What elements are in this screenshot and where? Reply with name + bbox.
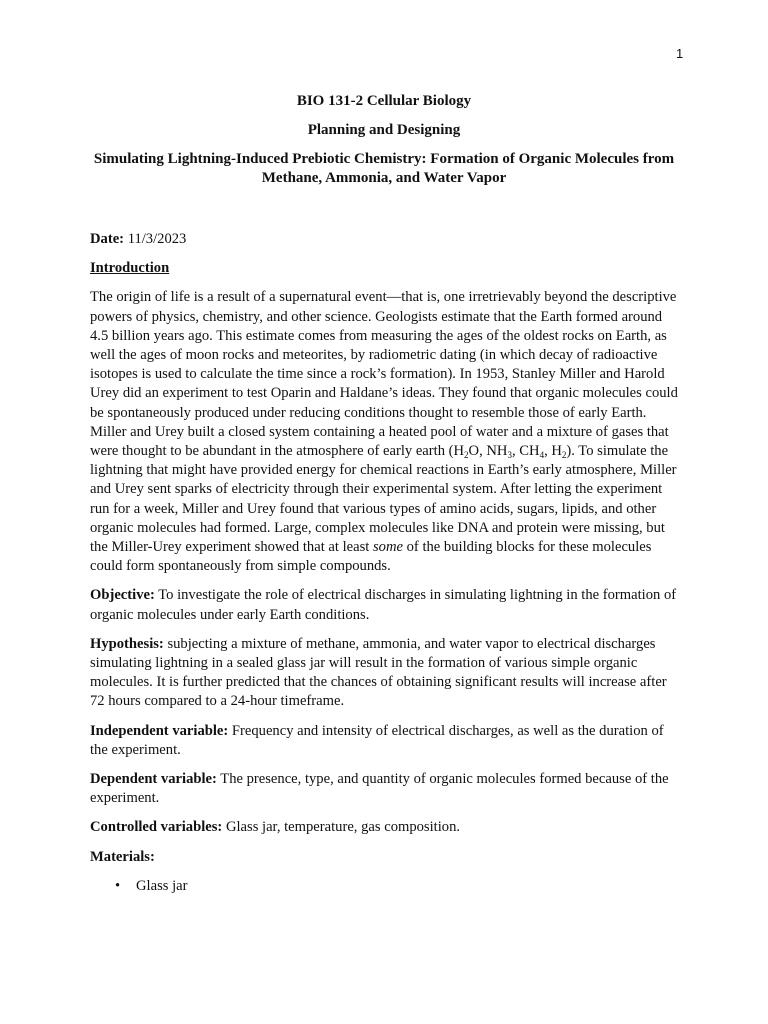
materials-list-item: • Glass jar (136, 877, 680, 896)
independent-variable-label: Independent variable: (90, 722, 229, 739)
date-label: Date: (90, 231, 125, 247)
independent-variable-paragraph (90, 722, 680, 760)
hypothesis-paragraph (90, 635, 680, 712)
controlled-variables-text: Glass jar, temperature, gas composition. (222, 819, 461, 836)
introduction-paragraph (90, 288, 680, 576)
dependent-variable-label: Dependent variable: (90, 771, 217, 788)
document-body (90, 230, 680, 896)
intro-emphasis: some (372, 539, 403, 556)
document-header (90, 92, 678, 188)
intro-separator-3: , (544, 443, 552, 460)
date-line (90, 230, 680, 249)
section-title: Planning and Designing (307, 122, 461, 138)
intro-separator-2: , (511, 443, 520, 460)
page-number: 1 (676, 46, 684, 61)
course-title: BIO 131-2 Cellular Biology (296, 93, 472, 109)
materials-heading: Materials: (90, 848, 155, 865)
intro-text-4: CH (519, 443, 540, 460)
date-value: 11/3/2023 (124, 231, 187, 247)
intro-subscript-4: 2 (561, 450, 567, 461)
hypothesis-label: Hypothesis: (90, 635, 164, 652)
intro-text-1: The origin of life is a result of a supernatural event—that is, one irretrievably beyond the descriptive powers of physics, chemistry, and other science. Geologists estimate that the Earth formed around 4.5 billion years ago. This estimate comes from measuring the ages of the oldest rocks on Earth, as well the ages of moon rocks and meteorites, by radiometric dating (in which decay of radioactive isotopes is used to calculate the time since a rock’s formation). In 1953, Stanley Miller and Harold Urey did an experiment to test Oparin and Haldane’s ideas. They found that organic molecules could be spontaneously produced under reducing conditions thought to resemble those of early Earth. Miller and Urey built a closed system containing a heated pool of water and a mixture of gases that were thought to be abundant in the atmosphere of early earth (H (90, 289, 678, 460)
intro-text-5: H (551, 443, 562, 460)
objective-paragraph (90, 586, 680, 624)
objective-text: To investigate the role of electrical discharges in simulating lightning in the formation of organic molecules under early Earth conditions. (90, 587, 677, 623)
intro-separator-1: , (479, 443, 487, 460)
independent-variable-text: Frequency and intensity of electrical discharges, as well as the duration of the experiment. (90, 722, 664, 758)
introduction-heading: Introduction (90, 260, 170, 277)
materials-list (90, 877, 680, 896)
controlled-variables-paragraph (90, 818, 680, 837)
intro-subscript-1: 2 (464, 450, 469, 461)
intro-subscript-3: 4 (539, 450, 545, 461)
document-title: Simulating Lightning-Induced Prebiotic Chemistry: Formation of Organic Molecules from Methane, Ammonia, and Water Vapor (93, 151, 675, 186)
dependent-variable-paragraph (90, 770, 680, 808)
hypothesis-text: subjecting a mixture of methane, ammonia, and water vapor to electrical discharges simulating lightning in a sealed glass jar will result in the formation of various simple organic molecules. It is further predicted that the chances of obtaining significant results will increase after 72 hours compared to a 24-hour timeframe. (90, 635, 667, 710)
intro-text-3: NH (486, 443, 508, 460)
intro-text-2: O (468, 443, 480, 460)
intro-subscript-2: 3 (507, 450, 512, 461)
intro-text-7: of the building blocks for these molecules could form spontaneously from simple compounds. (90, 539, 652, 575)
controlled-variables-label: Controlled variables: (90, 819, 223, 836)
dependent-variable-text: The presence, type, and quantity of organic molecules formed because of the experiment. (90, 771, 669, 807)
objective-label: Objective: (90, 587, 155, 604)
intro-text-6: ). To simulate the lightning that might have provided energy for chemical reactions in Earth’s early atmosphere, Miller and Urey sent sparks of electricity through their experimental system. After letting the experiment run for a week, Miller and Urey found that various types of amino acids, sugars, lipids, and other organic molecules had formed. Large, complex molecules like DNA and protein were missing, but the Miller-Urey experiment showed that at least (90, 443, 677, 556)
